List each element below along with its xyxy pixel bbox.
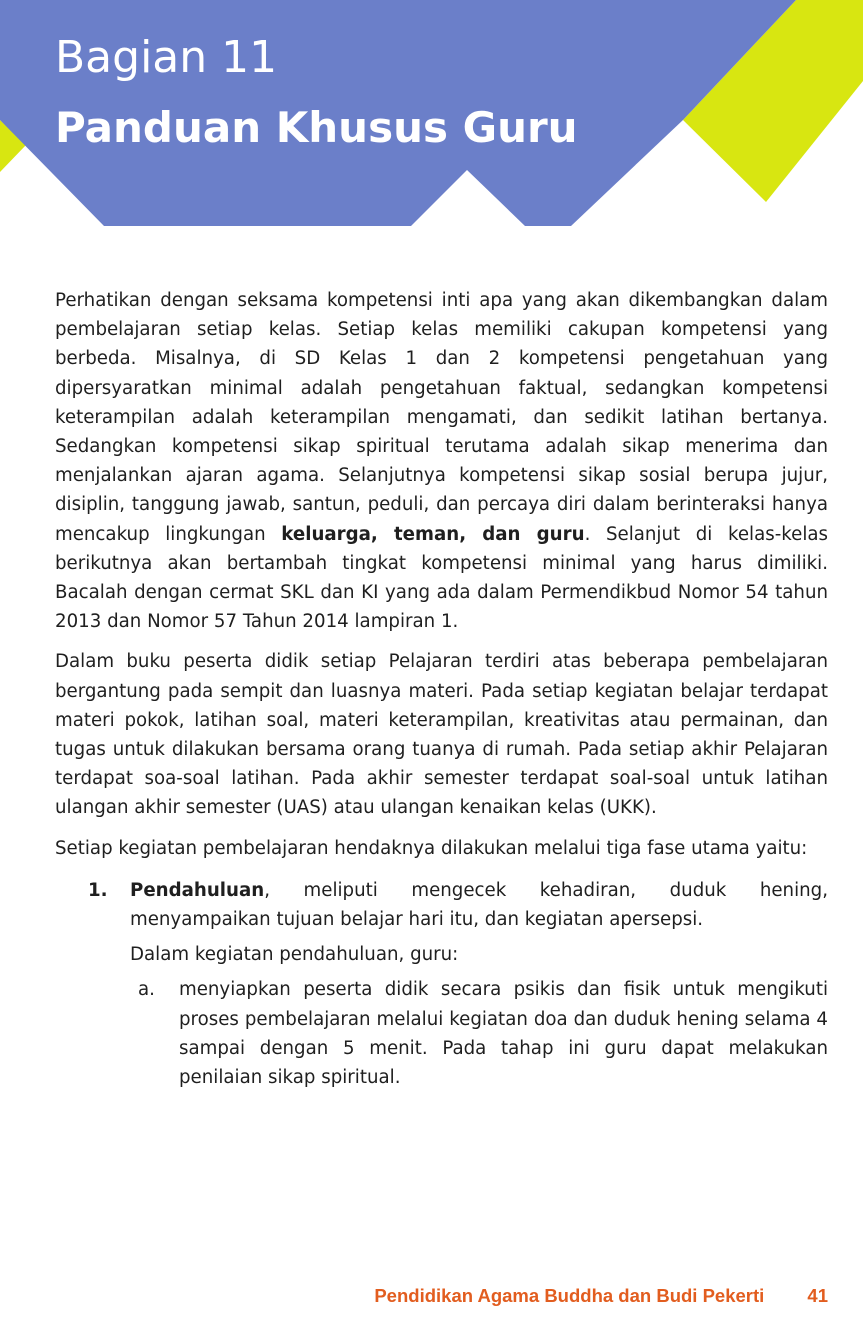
list-item-number: 1.	[88, 879, 108, 901]
body-content	[55, 286, 828, 1092]
sub-list-text: menyiapkan peserta didik secara psikis dan fisik untuk mengikuti proses pembelajaran melalui kegiatan doa dan duduk hening selama 4 sampai dengan 5 menit. Pada tahap ini guru dapat melakukan penilaian sikap spiritual.	[179, 979, 828, 1089]
paragraph-3: Setiap kegiatan pembelajaran hendaknya dilakukan melalui tiga fase utama yaitu:	[55, 837, 808, 859]
page-number: 41	[807, 1285, 828, 1306]
list-item-heading: Pendahuluan	[130, 879, 265, 901]
list-item-1	[55, 876, 828, 1092]
next-page-bleed	[0, 1326, 863, 1332]
chapter-label: Bagian 11	[55, 32, 278, 83]
list-item-intro: Dalam kegiatan pendahuluan, guru:	[130, 944, 459, 966]
paragraph-1	[55, 286, 828, 636]
paragraph-1-tail: . Selanjut di kelas-kelas berikutnya akan bertambah tingkat kompetensi minimal yang harus dimiliki. Bacalah dengan cermat SKL dan KI yang ada dalam Permendikbud Nomor 54 tahun 2013 dan Nomor 57 Tahun 2014 lampiran 1.	[55, 523, 828, 633]
list-item-description: , meliputi mengecek kehadiran, duduk hening, menyampaikan tujuan belajar hari itu, dan kegiatan apersepsi.	[130, 879, 828, 931]
paragraph-1-text: Perhatikan dengan seksama kompetensi inti apa yang akan dikembangkan dalam pembelajaran setiap kelas. Setiap kelas memiliki cakupan kompetensi yang berbeda. Misalnya, di SD Kelas 1 dan 2 kompetensi pengetahuan yang dipersyaratkan minimal adalah pengetahuan faktual, sedangkan kompetensi keterampilan adalah keterampilan mengamati, dan sedikit latihan bertanya. Sedangkan kompetensi sikap spiritual terutama adalah sikap menerima dan menjalankan ajaran agama. Selanjutnya kompetensi sikap sosial berupa jujur, disiplin, tanggung jawab, santun, peduli, dan percaya diri dalam berinteraksi hanya mencakup lingkungan	[55, 290, 828, 545]
sub-list-letter: a.	[138, 979, 155, 1001]
paragraph-2: Dalam buku peserta didik setiap Pelajaran terdiri atas beberapa pembelajaran bergantung pada sempit dan luasnya materi. Pada setiap kegiatan belajar terdapat materi pokok, latihan soal, materi keterampilan, kreativitas atau permainan, dan tugas untuk dilakukan bersama orang tuanya di rumah. Pada setiap akhir Pelajaran terdapat soa-soal latihan. Pada akhir semester terdapat soal-soal untuk latihan ulangan akhir semester (UAS) atau ulangan kenaikan kelas (UKK).	[55, 651, 828, 819]
footer-book-title: Pendidikan Agama Buddha dan Budi Pekerti	[374, 1285, 765, 1306]
paragraph-1-bold: keluarga, teman, dan guru	[281, 523, 585, 545]
list-item-text	[130, 876, 828, 934]
page-footer	[374, 1285, 828, 1307]
chapter-title: Panduan Khusus Guru	[55, 103, 578, 152]
sub-list-item-a	[130, 975, 828, 1092]
